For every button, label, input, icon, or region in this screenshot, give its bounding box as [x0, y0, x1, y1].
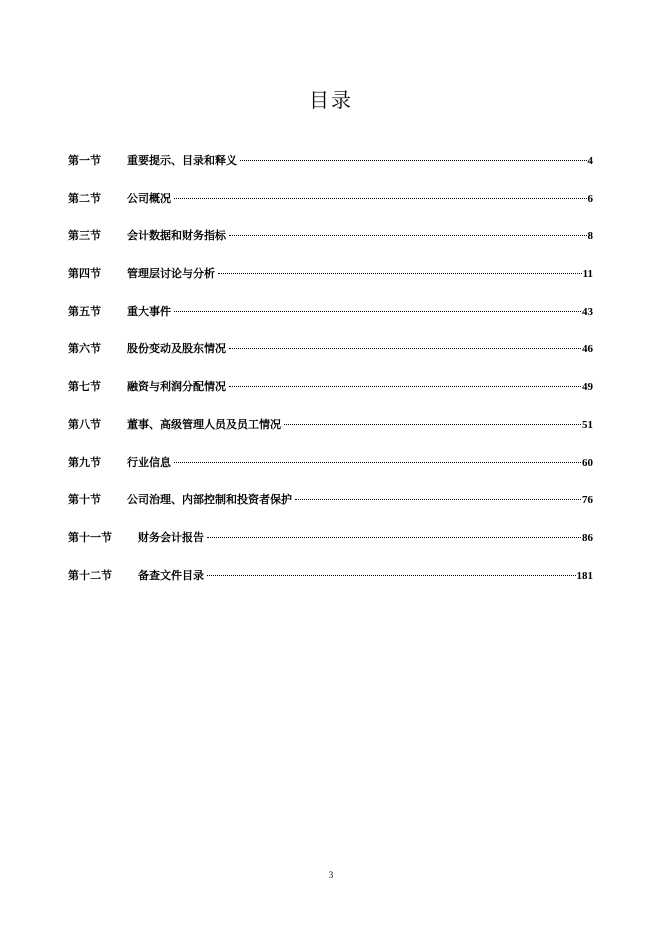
toc-dot-leader — [295, 499, 581, 500]
toc-section-title: 融资与利润分配情况 — [127, 380, 226, 394]
toc-dot-leader — [174, 311, 581, 312]
toc-entry[interactable] — [68, 378, 593, 416]
toc-section-title: 财务会计报告 — [138, 530, 204, 544]
toc-dot-leader — [229, 348, 581, 349]
toc-page-number: 46 — [582, 343, 593, 356]
toc-section-number: 第九节 — [68, 455, 101, 469]
toc-dot-leader — [174, 462, 581, 463]
toc-dot-leader — [229, 386, 581, 387]
toc-page-number: 86 — [582, 531, 593, 544]
toc-section-title: 重大事件 — [127, 304, 171, 318]
toc-page-number: 181 — [576, 569, 593, 582]
toc-section-number: 第十一节 — [68, 530, 112, 544]
toc-page-number: 11 — [582, 268, 593, 281]
toc-section-title: 股份变动及股东情况 — [127, 342, 226, 356]
toc-page-number: 43 — [582, 305, 593, 318]
toc-section-number: 第八节 — [68, 417, 101, 431]
toc-entry[interactable] — [68, 567, 593, 605]
toc-entry[interactable] — [68, 491, 593, 529]
toc-entry[interactable] — [68, 190, 593, 228]
page-number: 3 — [328, 870, 334, 880]
toc-dot-leader — [174, 198, 587, 199]
toc-section-number: 第二节 — [68, 191, 101, 205]
toc-section-title: 行业信息 — [127, 455, 171, 469]
toc-page-number: 8 — [587, 230, 593, 243]
toc-entry[interactable] — [68, 303, 593, 341]
toc-section-title: 公司治理、内部控制和投资者保护 — [127, 493, 292, 507]
toc-dot-leader — [218, 273, 582, 274]
toc-section-number: 第七节 — [68, 380, 101, 394]
toc-dot-leader — [240, 160, 587, 161]
toc-entry[interactable] — [68, 152, 593, 190]
toc-dot-leader — [207, 537, 581, 538]
toc-page-number: 49 — [582, 381, 593, 394]
toc-page-number: 60 — [582, 456, 593, 469]
toc-section-title: 备查文件目录 — [138, 568, 204, 582]
toc-dot-leader — [284, 424, 581, 425]
page-title: 目录 — [309, 88, 353, 112]
toc-dot-leader — [229, 235, 587, 236]
toc-dot-leader — [207, 575, 576, 576]
toc-section-number: 第一节 — [68, 154, 101, 167]
toc-section-title: 董事、高级管理人员及员工情况 — [127, 417, 281, 431]
toc-entry[interactable] — [68, 416, 593, 454]
toc-entry[interactable] — [68, 340, 593, 378]
toc-section-number: 第十二节 — [68, 568, 112, 582]
toc-page-number: 4 — [587, 155, 593, 167]
toc-section-number: 第十节 — [68, 493, 101, 507]
toc-entry[interactable] — [68, 454, 593, 492]
toc-section-title: 管理层讨论与分析 — [127, 267, 215, 281]
toc-page-number: 51 — [582, 418, 593, 431]
toc-section-number: 第四节 — [68, 267, 101, 281]
toc-section-number: 第三节 — [68, 229, 101, 243]
toc-page-number: 6 — [587, 192, 593, 205]
toc-entry[interactable] — [68, 227, 593, 265]
toc-entry[interactable] — [68, 265, 593, 303]
toc-section-title: 公司概况 — [127, 191, 171, 205]
toc-section-number: 第五节 — [68, 304, 101, 318]
table-of-contents — [68, 152, 593, 604]
toc-page-number: 76 — [582, 494, 593, 507]
toc-section-title: 会计数据和财务指标 — [127, 229, 226, 243]
toc-entry[interactable] — [68, 529, 593, 567]
toc-section-number: 第六节 — [68, 342, 101, 356]
toc-section-title: 重要提示、目录和释义 — [127, 154, 237, 167]
